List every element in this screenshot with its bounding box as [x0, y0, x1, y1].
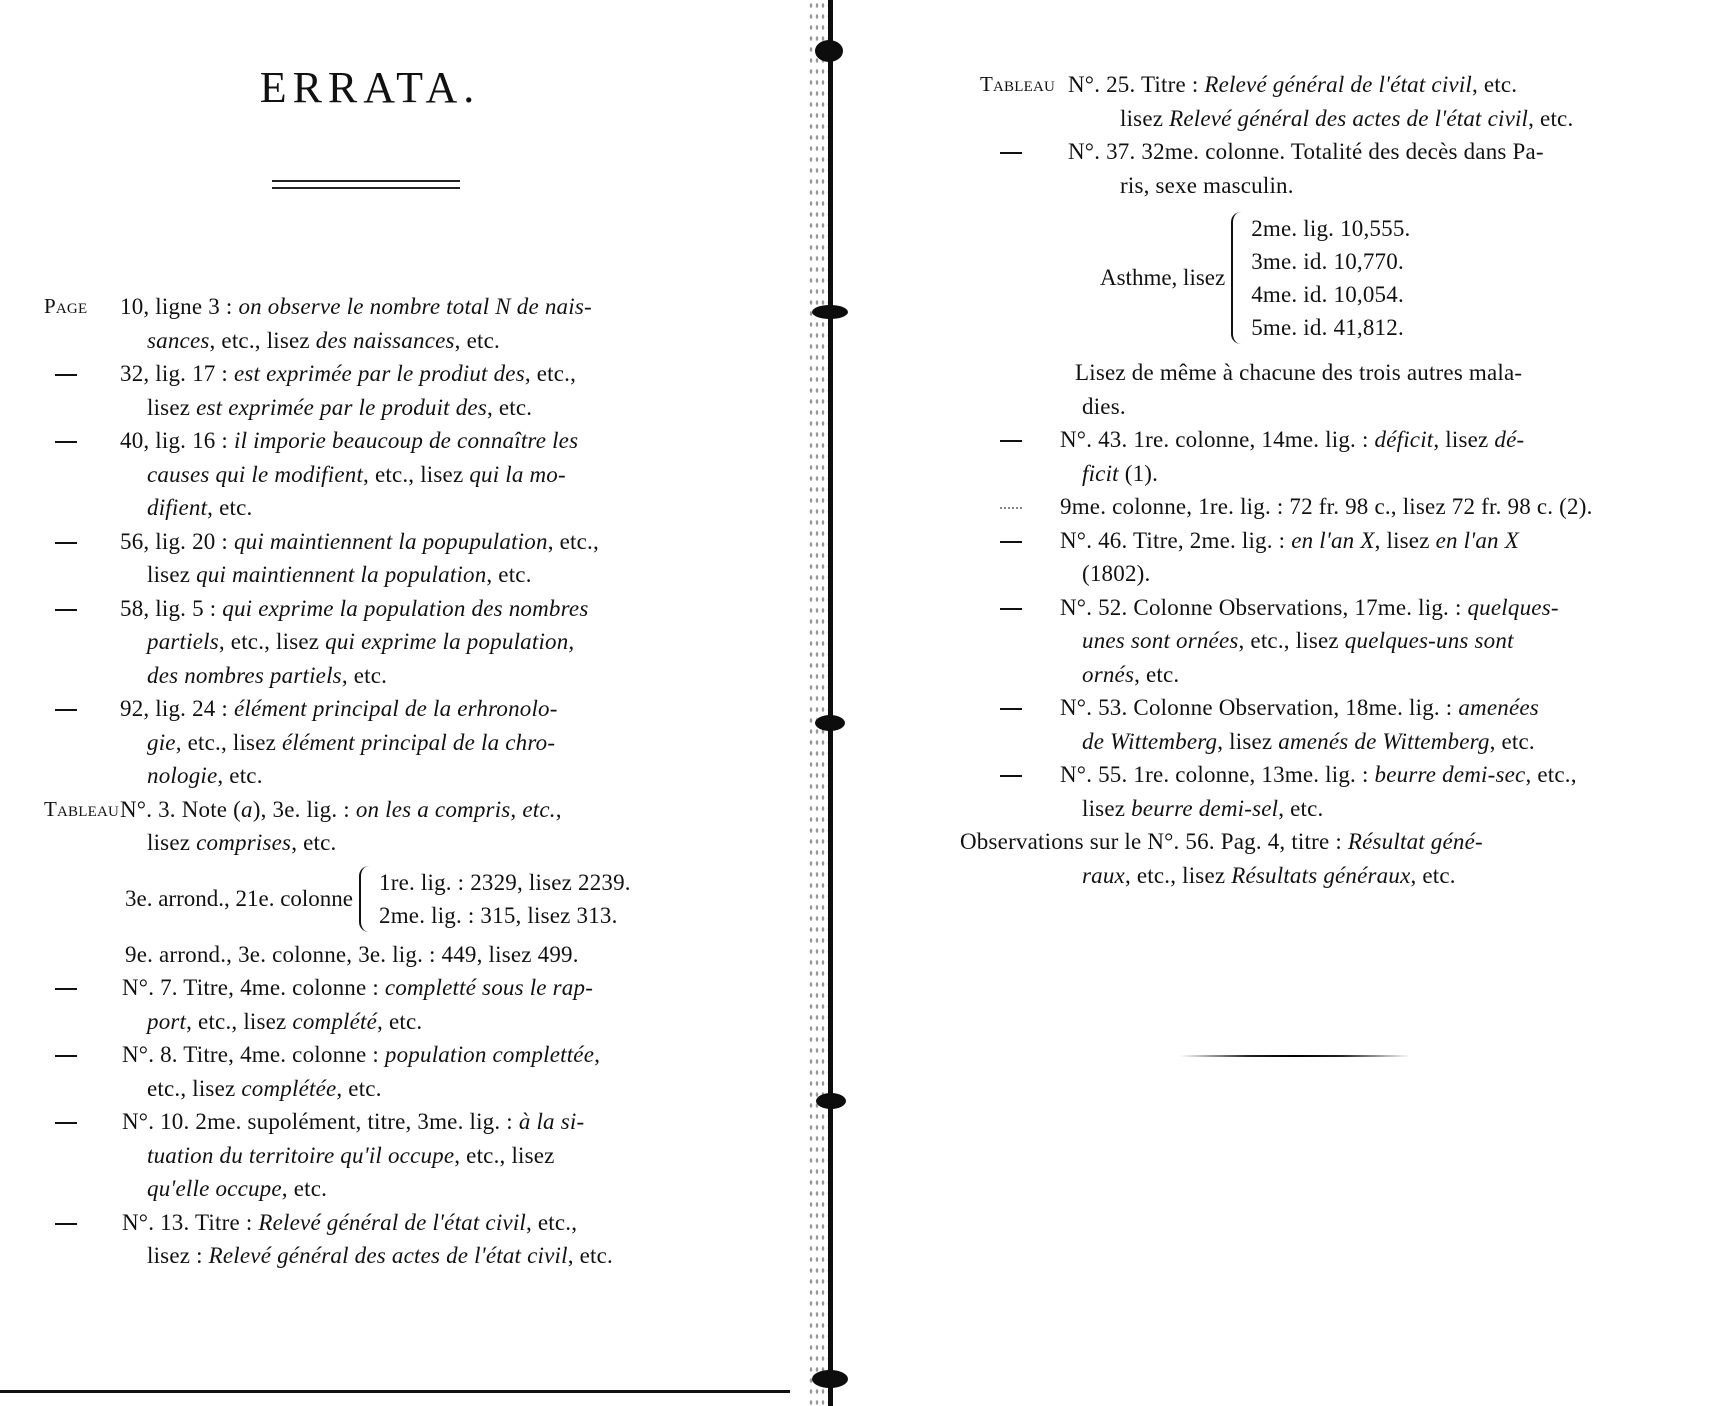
errata-line	[0, 793, 720, 827]
roman-text: , etc.	[454, 327, 500, 353]
roman-text: 32, lig. 17 :	[120, 361, 234, 386]
errata-line	[0, 290, 720, 324]
italic-text: population complettée,	[384, 1042, 601, 1067]
roman-text: , etc.	[377, 1008, 423, 1034]
italic-text: difient	[147, 495, 208, 520]
italic-text: Relevé général de l'état civil	[258, 1209, 526, 1235]
italic-text: raux	[1082, 862, 1125, 888]
brace-label: Asthme, lisez	[1100, 265, 1226, 290]
errata-line	[0, 491, 720, 525]
italic-text: qui exprime la population,	[325, 629, 575, 654]
roman-text: , etc.	[207, 495, 253, 520]
binding-stitch	[815, 40, 843, 62]
roman-text: , etc., lisez	[1238, 628, 1345, 653]
roman-text: N°. 13. Titre :	[122, 1209, 259, 1235]
section-label: Page	[44, 294, 88, 318]
book-spine-binding	[828, 0, 833, 1406]
roman-text: N°. 7. Titre, 4me. colonne :	[122, 975, 385, 1000]
errata-line	[0, 357, 720, 391]
italic-text: des naissances	[315, 327, 455, 353]
errata-line	[850, 792, 1670, 826]
italic-text: a	[241, 796, 253, 822]
italic-text: à la si-	[518, 1109, 585, 1134]
ditto-dash-icon	[55, 542, 77, 544]
italic-text: amenés de Wittemberg	[1278, 728, 1490, 754]
italic-text: complété	[292, 1008, 378, 1034]
italic-text: est exprimée par le produit des	[196, 394, 487, 420]
ditto-dash-icon	[55, 1122, 77, 1124]
roman-text: , etc.	[486, 562, 532, 587]
italic-text: en l'an X	[1291, 527, 1375, 553]
binding-stitch	[815, 715, 845, 731]
errata-line	[0, 826, 720, 860]
italic-text: Résultats généraux	[1231, 862, 1411, 888]
ditto-dash-icon	[55, 1055, 77, 1057]
brace-entry	[1100, 212, 1670, 344]
roman-text: lisez	[147, 562, 197, 587]
errata-line	[0, 391, 720, 425]
binding-stitch	[812, 305, 848, 319]
roman-text: , etc., lisez	[209, 327, 316, 353]
roman-text: 56, lig. 20 :	[120, 528, 234, 554]
roman-text: , etc.	[567, 1243, 613, 1268]
roman-text: lisez :	[147, 1243, 209, 1268]
roman-text: Observations sur le N°. 56. Pag. 4, titre :	[960, 829, 1348, 854]
italic-text: qu'elle occupe	[147, 1176, 282, 1201]
ditto-dash-icon	[1000, 608, 1022, 610]
italic-text: quelques-	[1467, 594, 1559, 620]
italic-text: est exprimée par le prodiut des	[233, 361, 525, 386]
errata-line	[0, 938, 720, 972]
errata-line	[0, 625, 720, 659]
errata-line	[0, 692, 720, 726]
roman-text: N°. 25. Titre :	[1068, 72, 1205, 97]
italic-text: beurre demi-sec	[1374, 762, 1526, 787]
ditto-dash-icon	[1000, 440, 1022, 442]
errata-line	[850, 423, 1670, 457]
page-bottom-rule	[0, 1390, 790, 1393]
ditto-dash-icon	[55, 1223, 77, 1225]
errata-line	[850, 102, 1670, 136]
italic-text: causes qui le modifient	[147, 461, 364, 487]
italic-text: ficit	[1082, 460, 1119, 486]
italic-text: Relevé général de l'état civil	[1204, 72, 1472, 97]
ditto-dash-icon	[55, 709, 77, 711]
errata-line	[0, 1172, 720, 1206]
italic-text: élément principal de la chro-	[281, 729, 556, 755]
italic-text: tuation du territoire qu'il occupe	[147, 1142, 455, 1168]
section-label: Tableau	[44, 796, 120, 821]
ditto-dash-icon	[1000, 507, 1022, 509]
left-page	[0, 0, 790, 1406]
roman-text: ,	[555, 796, 562, 822]
ditto-dash-icon	[1000, 541, 1022, 543]
roman-text: lisez	[147, 394, 197, 420]
brace-symbol	[1231, 212, 1245, 344]
italic-text: qui maintiennent la popupulation	[233, 528, 548, 554]
roman-text: N°. 53. Colonne Observation, 18me. lig. :	[1060, 695, 1459, 720]
left-errata-list	[0, 290, 720, 1273]
errata-line	[850, 624, 1670, 658]
brace-label: 3e. arrond., 21e. colonne	[125, 885, 354, 911]
roman-text: , etc.,	[524, 361, 577, 386]
roman-text: lisez	[147, 830, 197, 855]
errata-line	[850, 68, 1670, 102]
brace-line: 4me. id. 10,054.	[1251, 282, 1404, 307]
roman-text: , etc., lisez	[454, 1142, 555, 1168]
italic-text: sances	[147, 327, 210, 353]
errata-line	[0, 1038, 720, 1072]
errata-line	[0, 324, 720, 358]
roman-text: , etc.	[336, 1075, 382, 1101]
italic-text: en l'an X	[1435, 527, 1519, 553]
errata-line	[850, 591, 1670, 625]
errata-line	[0, 726, 720, 760]
italic-text: des nombres partiels	[147, 662, 342, 688]
errata-line	[850, 169, 1670, 203]
right-errata-list	[850, 68, 1670, 892]
roman-text: dies.	[1082, 393, 1126, 419]
errata-line	[0, 1005, 720, 1039]
italic-text: comprises	[196, 830, 292, 855]
errata-line	[850, 658, 1670, 692]
ditto-dash-icon	[1000, 152, 1022, 154]
roman-text: lisez	[1120, 105, 1170, 131]
errata-line	[850, 135, 1670, 169]
roman-text: , etc.,	[526, 1209, 578, 1235]
roman-text: , etc.	[1489, 728, 1535, 754]
errata-line	[850, 356, 1670, 390]
roman-text: N°. 8. Titre, 4me. colonne :	[122, 1042, 385, 1067]
roman-text: , etc., lisez	[175, 729, 282, 755]
roman-text: , lisez	[1374, 527, 1436, 553]
errata-line	[0, 1239, 720, 1273]
section-label: Tableau	[980, 72, 1056, 96]
brace-line: 2me. lig. : 315, lisez 313.	[379, 902, 618, 928]
roman-text: 58, lig. 5 :	[120, 595, 223, 621]
errata-line	[0, 1139, 720, 1173]
errata-line	[850, 457, 1670, 491]
roman-text: 9e. arrond., 3e. colonne, 3e. lig. : 449, lisez 499.	[125, 941, 579, 967]
italic-text: qui la mo-	[469, 461, 566, 487]
roman-text: , etc.	[281, 1176, 328, 1201]
right-page	[850, 0, 1714, 1406]
errata-line	[0, 558, 720, 592]
roman-text: Lisez de même à chacune des trois autres mala-	[1075, 360, 1523, 385]
roman-text: , etc.	[1528, 105, 1574, 131]
roman-text: , etc., lisez	[363, 461, 470, 487]
errata-line	[0, 1206, 720, 1240]
italic-text: ornés	[1082, 661, 1135, 687]
roman-text: N°. 43. 1re. colonne, 14me. lig. :	[1060, 427, 1375, 452]
roman-text: 92, lig. 24 :	[120, 696, 234, 721]
roman-text: N°. 52. Colonne Observations, 17me. lig. :	[1060, 594, 1468, 620]
roman-text: , etc., lisez	[186, 1008, 293, 1034]
errata-line	[0, 525, 720, 559]
ditto-dash-icon	[1000, 775, 1022, 777]
brace-line: 1re. lig. : 2329, lisez 2239.	[379, 869, 631, 895]
brace-line: 5me. id. 41,812.	[1251, 315, 1404, 340]
italic-text: Relevé général des actes de l'état civil	[208, 1243, 568, 1268]
italic-text: il imporie beaucoup de connaître les	[233, 428, 579, 453]
errata-line	[0, 592, 720, 626]
italic-text: dé-	[1494, 427, 1525, 452]
roman-text: , etc.	[486, 394, 533, 420]
errata-line	[850, 725, 1670, 759]
roman-text: , etc.	[291, 830, 337, 855]
italic-text: Relevé général des actes de l'état civil	[1169, 105, 1529, 131]
italic-text: port	[147, 1008, 187, 1034]
brace-line: 3me. id. 10,770.	[1251, 249, 1404, 274]
roman-text: , etc.	[1410, 862, 1456, 888]
italic-text: on observe le nombre total N de nais-	[238, 294, 592, 319]
roman-text: , etc., lisez	[218, 629, 326, 654]
roman-text: , etc.	[217, 763, 263, 788]
closing-rule	[1180, 1055, 1410, 1057]
binding-stitch	[812, 1370, 848, 1388]
errata-line	[0, 971, 720, 1005]
errata-line	[850, 490, 1670, 524]
brace-line: 2me. lig. 10,555.	[1251, 216, 1411, 241]
roman-text: , lisez	[1217, 728, 1279, 754]
errata-line	[0, 1105, 720, 1139]
errata-line	[850, 825, 1670, 859]
roman-text: , etc.,	[547, 528, 599, 554]
binding-speckle	[808, 0, 828, 1406]
roman-text: lisez	[1082, 795, 1132, 821]
italic-text: gie	[147, 729, 176, 755]
roman-text: N°. 46. Titre, 2me. lig. :	[1060, 527, 1292, 553]
italic-text: quelques-uns sont	[1344, 628, 1514, 653]
roman-text: , etc.	[1134, 661, 1180, 687]
ditto-dash-icon	[55, 441, 77, 443]
errata-line	[850, 390, 1670, 424]
roman-text: , etc.	[1472, 72, 1518, 97]
roman-text: 9me. colonne, 1re. lig. : 72 fr. 98 c., lisez 72 fr. 98 c. (2).	[1060, 494, 1593, 519]
errata-line	[850, 557, 1670, 591]
ditto-dash-icon	[55, 988, 77, 990]
roman-text: N°. 3. Note (	[120, 796, 242, 822]
errata-line	[0, 759, 720, 793]
italic-text: nologie	[147, 763, 218, 788]
italic-text: de Wittemberg	[1082, 728, 1218, 754]
page-title: ERRATA.	[259, 63, 481, 112]
title-double-rule	[272, 180, 460, 189]
roman-text: (1802).	[1082, 561, 1151, 586]
italic-text: unes sont ornées	[1082, 628, 1239, 653]
italic-text: déficit	[1374, 427, 1434, 452]
roman-text: , etc.	[341, 662, 388, 688]
roman-text: , etc.,	[1525, 762, 1577, 787]
roman-text: ris, sexe masculin.	[1120, 172, 1294, 198]
brace-symbol	[359, 866, 373, 932]
errata-line	[0, 458, 720, 492]
roman-text: 10, ligne 3 :	[120, 294, 239, 319]
italic-text: qui maintiennent la population	[196, 562, 487, 587]
ditto-dash-icon	[1000, 708, 1022, 710]
roman-text: N°. 37. 32me. colonne. Totalité des decès dans Pa-	[1068, 139, 1544, 164]
italic-text: Résultat géné-	[1347, 829, 1483, 854]
brace-entry	[125, 866, 720, 932]
italic-text: beurre demi-sel	[1131, 795, 1279, 821]
italic-text: amenées	[1458, 695, 1539, 720]
roman-text: , etc., lisez	[1124, 862, 1232, 888]
italic-text: élément principal de la erhronolo-	[233, 696, 558, 721]
roman-text: 40, lig. 16 :	[120, 428, 234, 453]
errata-line	[0, 424, 720, 458]
errata-line	[850, 524, 1670, 558]
roman-text: (1).	[1118, 460, 1159, 486]
italic-text: completté sous le rap-	[384, 975, 594, 1000]
binding-stitch	[816, 1093, 846, 1109]
roman-text: N°. 55. 1re. colonne, 13me. lig. :	[1060, 762, 1375, 787]
italic-text: complétée	[241, 1075, 337, 1101]
roman-text: N°. 10. 2me. supolément, titre, 3me. lig. :	[122, 1109, 519, 1134]
roman-text: , etc.	[1278, 795, 1324, 821]
italic-text: qui exprime la population des nombres	[222, 595, 589, 621]
errata-line	[850, 859, 1670, 893]
roman-text: etc., lisez	[147, 1075, 242, 1101]
ditto-dash-icon	[55, 609, 77, 611]
roman-text: ), 3e. lig. :	[252, 796, 356, 822]
italic-text: on les a compris, etc.	[355, 796, 556, 822]
errata-line	[0, 1072, 720, 1106]
errata-line	[850, 691, 1670, 725]
errata-line	[850, 758, 1670, 792]
errata-line	[0, 659, 720, 693]
roman-text: , lisez	[1433, 427, 1495, 452]
italic-text: partiels	[147, 629, 219, 654]
ditto-dash-icon	[55, 374, 77, 376]
